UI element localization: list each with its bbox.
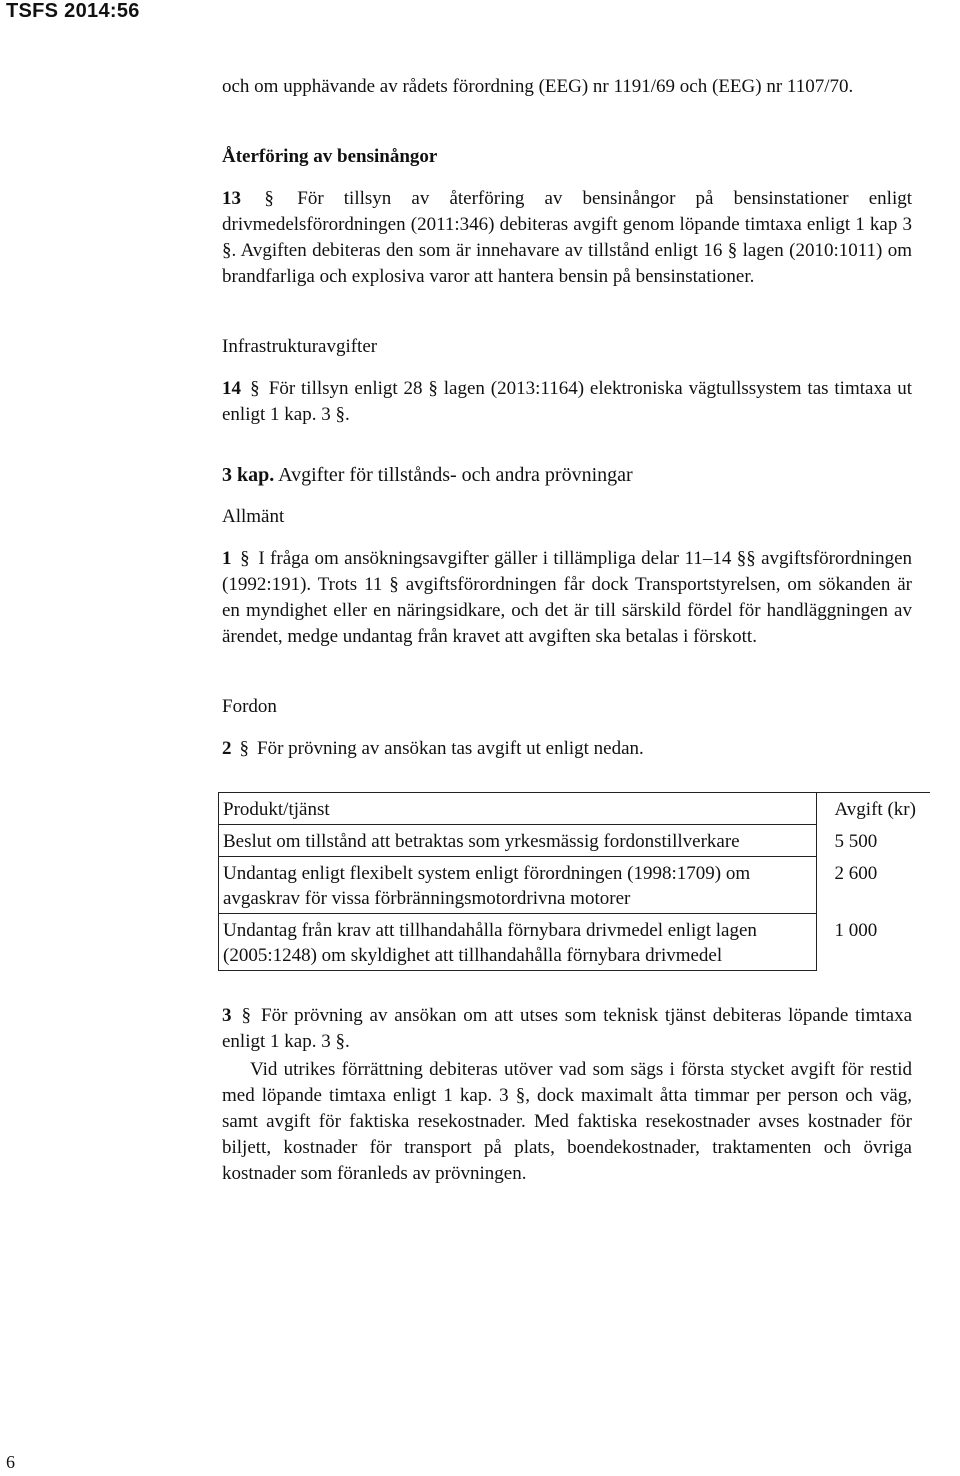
section-symbol: § bbox=[727, 240, 738, 261]
heading-fordon: Fordon bbox=[222, 696, 277, 717]
page-number: 6 bbox=[6, 1452, 15, 1472]
product-cell: Beslut om tillstånd att betraktas som yrkesmässig fordonstillverkare bbox=[219, 825, 817, 857]
paragraph-text: avgiftsförordningen (1992:191). Trots 11 bbox=[222, 548, 913, 595]
heading-allmant: Allmänt bbox=[222, 506, 285, 527]
chapter-title: Avgifter för tillstånds- och andra prövningar bbox=[278, 464, 633, 486]
paragraph-number: 1 bbox=[222, 548, 232, 569]
paragraph-text: I fråga om ansökningsavgifter gäller i tillämpliga delar 11 bbox=[258, 548, 703, 569]
section-symbol: § bbox=[239, 738, 249, 759]
table-header-row bbox=[219, 793, 931, 825]
intro-paragraph: och om upphävande av rådets förordning (EEG) nr 1191/69 och (EEG) nr 1107/70. bbox=[222, 76, 854, 97]
column-header-product: Produkt/tjänst bbox=[219, 793, 817, 825]
paragraph-text: För prövning av ansökan tas avgift ut enligt nedan. bbox=[257, 738, 644, 759]
fee-table bbox=[218, 792, 930, 971]
section-symbol: § bbox=[241, 1005, 252, 1026]
heading-infrastruktur: Infrastrukturavgifter bbox=[222, 336, 378, 357]
section-symbol: §§ bbox=[736, 548, 756, 569]
paragraph-13 bbox=[222, 186, 912, 290]
section-symbol: § bbox=[515, 1085, 526, 1106]
table-row bbox=[219, 857, 931, 914]
paragraph-2 bbox=[222, 736, 912, 762]
paragraph-3-second bbox=[222, 1057, 912, 1187]
table-row bbox=[219, 825, 931, 857]
document-header: TSFS 2014:56 bbox=[6, 0, 140, 22]
fee-cell: 5 500 bbox=[834, 830, 878, 852]
product-cell: Undantag från krav att tillhandahålla förnybara drivmedel enligt lagen (2005:1248) om skyldighet att tillhandahålla förnybara drivmedel bbox=[219, 914, 817, 971]
section-symbol: § bbox=[222, 240, 232, 261]
column-header-fee: Avgift (kr) bbox=[816, 793, 930, 825]
paragraph-text: För tillsyn av återföring av bensinångor på bensinstationer enligt drivmedelsförordningen (2011:346) debiteras avgift genom löpande timtaxa enligt 1 kap 3 bbox=[222, 188, 912, 235]
document-body bbox=[222, 74, 916, 1187]
heading-aterforing: Återföring av bensinångor bbox=[222, 146, 438, 167]
section-symbol: § bbox=[250, 378, 260, 399]
paragraph-number: 14 bbox=[222, 378, 241, 399]
section-symbol: § bbox=[264, 188, 274, 209]
product-cell: Undantag enligt flexibelt system enligt förordningen (1998:1709) om avgaskrav för vissa förbränningsmotordrivna motorer bbox=[219, 857, 817, 914]
chapter-number: 3 kap. bbox=[222, 464, 275, 486]
paragraph-text: avgiftsförordningen får dock Transportstyrelsen, om sökanden är en myndighet eller en näringsidkare, och det är till särskild fördel för handläggningen av ärendet, medge undantag från kravet att avgiften ska betalas i förskott. bbox=[222, 574, 913, 647]
table-row bbox=[219, 914, 931, 971]
section-symbol: § bbox=[240, 548, 250, 569]
paragraph-number: 13 bbox=[222, 188, 241, 209]
section-symbol: § bbox=[335, 1031, 345, 1052]
paragraph-text: lagen (2010:1011) om brandfarliga och explosiva varor att hantera bensin på bensinstationer. bbox=[222, 240, 913, 287]
paragraph-1 bbox=[222, 546, 912, 650]
section-symbol: § bbox=[389, 574, 399, 595]
paragraph-text: Vid utrikes förrättning debiteras utöver vad som sägs i första stycket avgift för restid med löpande timtaxa enligt 1 kap. 3 bbox=[222, 1059, 912, 1106]
paragraph-number: 3 bbox=[222, 1005, 232, 1026]
paragraph-number: 2 bbox=[222, 738, 232, 759]
fee-cell: 2 600 bbox=[834, 862, 878, 884]
section-symbol: § bbox=[428, 378, 438, 399]
section-symbol: § bbox=[335, 404, 345, 425]
paragraph-text: . Avgiften debiteras den som är innehavare av tillstånd enligt 16 bbox=[231, 240, 723, 261]
paragraph-14 bbox=[222, 376, 912, 428]
paragraph-text: För prövning av ansökan om att utses som teknisk tjänst debiteras löpande timtaxa enligt 1 kap. 3 bbox=[222, 1005, 913, 1052]
paragraph-text: , dock maximalt åtta timmar per person och väg, samt avgift för faktiska resekostnader. Med faktiska resekostnader avses kostnader för biljett, kostnader för transport på plats, boendekostnader, traktamenten och övriga kostnader som föranleds av prövningen. bbox=[222, 1085, 912, 1184]
paragraph-text: För tillsyn enligt 28 bbox=[268, 378, 423, 399]
paragraph-3 bbox=[222, 1003, 912, 1055]
fee-cell: 1 000 bbox=[834, 919, 878, 941]
paragraph-text: . bbox=[344, 404, 350, 425]
dash: – bbox=[702, 548, 713, 569]
paragraph-text: . bbox=[344, 1031, 350, 1052]
paragraph-text: 14 bbox=[712, 548, 732, 569]
paragraph-text: lagen (2013:1164) elektroniska vägtullssystem tas timtaxa ut enligt 1 kap. 3 bbox=[222, 378, 913, 425]
chapter-heading bbox=[222, 462, 912, 488]
